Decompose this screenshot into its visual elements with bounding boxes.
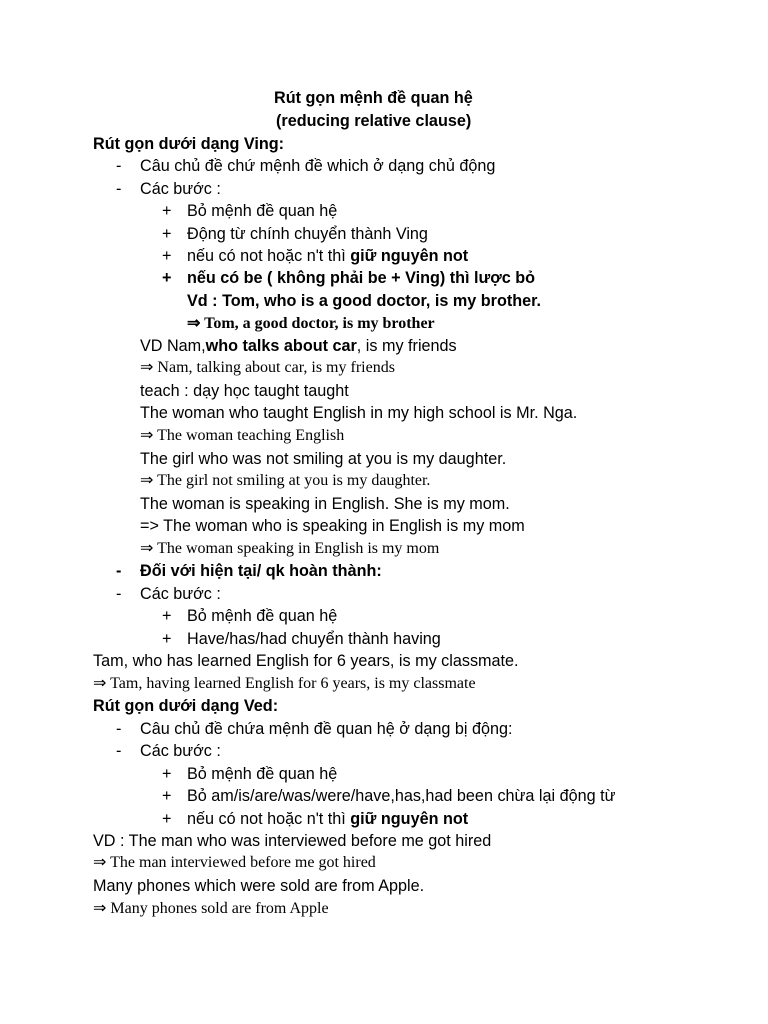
answer-text: The woman teaching English	[157, 427, 345, 444]
example-line: The woman who taught English in my high school is Mr. Nga.	[140, 404, 578, 422]
example-line: Tam, who has learned English for 6 years, is my classmate.	[93, 652, 519, 670]
example-line: => The woman who is speaking in English is my mom	[140, 517, 525, 535]
plus-bullet: +	[162, 810, 172, 828]
bullet-text: Các bước :	[140, 585, 221, 603]
example-line: Many phones which were sold are from Apple.	[93, 877, 425, 895]
example-line: VD : The man who was interviewed before me got hired	[93, 832, 492, 850]
bullet-text: Câu chủ đề chứ mệnh đề which ở dạng chủ động	[140, 157, 496, 175]
example-line: Vd : Tom, who is a good doctor, is my brother.	[187, 292, 542, 310]
answer-text: Nam, talking about car, is my friends	[157, 359, 395, 376]
step-text-bold: giữ nguyên not	[350, 810, 469, 828]
bullet-text: Các bước :	[140, 742, 221, 760]
step-text: Bỏ mệnh đề quan hệ	[187, 607, 338, 625]
answer-line	[140, 426, 344, 446]
plus-bullet: +	[162, 269, 172, 287]
answer-line	[93, 853, 376, 873]
implies-arrow-icon: ⇒	[93, 854, 107, 871]
plus-bullet: +	[162, 787, 172, 805]
answer-line	[140, 358, 395, 378]
implies-arrow-icon: ⇒	[140, 359, 154, 376]
title-line-2: (reducing relative clause)	[276, 112, 472, 130]
step-text: Bỏ mệnh đề quan hệ	[187, 202, 338, 220]
answer-line	[93, 899, 329, 919]
section-heading-ved: Rút gọn dưới dạng Ved:	[93, 697, 279, 715]
plus-bullet: +	[162, 630, 172, 648]
step-text: Have/has/had chuyển thành having	[187, 630, 441, 648]
answer-text: Many phones sold are from Apple	[110, 900, 329, 917]
example-line	[140, 336, 457, 356]
step-text: Bỏ am/is/are/was/were/have,has,had been chừa lại động từ	[187, 787, 616, 805]
vocab-line: teach : dạy học taught taught	[140, 382, 349, 400]
step-text	[187, 246, 468, 266]
dash-bullet: -	[116, 720, 122, 738]
step-text-bold: giữ nguyên not	[350, 247, 469, 265]
answer-line	[140, 471, 430, 491]
step-text: nếu có be ( không phải be + Ving) thì lược bỏ	[187, 269, 536, 287]
step-text-plain: nếu có not hoặc n't thì	[187, 247, 351, 265]
plus-bullet: +	[162, 765, 172, 783]
implies-arrow-icon: ⇒	[93, 675, 107, 692]
implies-arrow-icon: ⇒	[140, 540, 154, 557]
example-line: The girl who was not smiling at you is my daughter.	[140, 450, 507, 468]
plus-bullet: +	[162, 225, 172, 243]
answer-text: The woman speaking in English is my mom	[157, 540, 440, 557]
title-line-1: Rút gọn mệnh đề quan hệ	[274, 89, 473, 107]
plus-bullet: +	[162, 202, 172, 220]
bullet-text: Đối với hiện tại/ qk hoàn thành:	[140, 562, 382, 580]
dash-bullet: -	[116, 157, 122, 175]
step-text: Bỏ mệnh đề quan hệ	[187, 765, 338, 783]
plus-bullet: +	[162, 247, 172, 265]
step-text: Động từ chính chuyển thành Ving	[187, 225, 428, 243]
step-text-plain: nếu có not hoặc n't thì	[187, 810, 351, 828]
answer-line	[93, 674, 476, 694]
answer-line	[140, 539, 439, 559]
implies-arrow-icon: ⇒	[187, 315, 201, 332]
implies-arrow-icon: ⇒	[93, 900, 107, 917]
dash-bullet: -	[116, 742, 122, 760]
answer-text: The girl not smiling at you is my daughter.	[157, 472, 431, 489]
section-heading-ving: Rút gọn dưới dạng Ving:	[93, 135, 285, 153]
example-text-bold: who talks about car	[205, 337, 357, 355]
implies-arrow-icon: ⇒	[140, 427, 154, 444]
bullet-text: Các bước :	[140, 180, 221, 198]
implies-arrow-icon: ⇒	[140, 472, 154, 489]
plus-bullet: +	[162, 607, 172, 625]
example-text-plain: , is my friends	[356, 337, 457, 355]
answer-text: The man interviewed before me got hired	[110, 854, 376, 871]
bullet-text: Câu chủ đề chứa mệnh đề quan hệ ở dạng bị động:	[140, 720, 513, 738]
answer-text: Tom, a good doctor, is my brother	[204, 315, 435, 332]
example-text-plain: VD Nam,	[140, 337, 206, 355]
step-text	[187, 809, 468, 829]
dash-bullet: -	[116, 562, 122, 580]
answer-text: Tam, having learned English for 6 years, is my classmate	[110, 675, 476, 692]
answer-line	[187, 314, 435, 334]
dash-bullet: -	[116, 180, 122, 198]
example-line: The woman is speaking in English. She is my mom.	[140, 495, 510, 513]
dash-bullet: -	[116, 585, 122, 603]
